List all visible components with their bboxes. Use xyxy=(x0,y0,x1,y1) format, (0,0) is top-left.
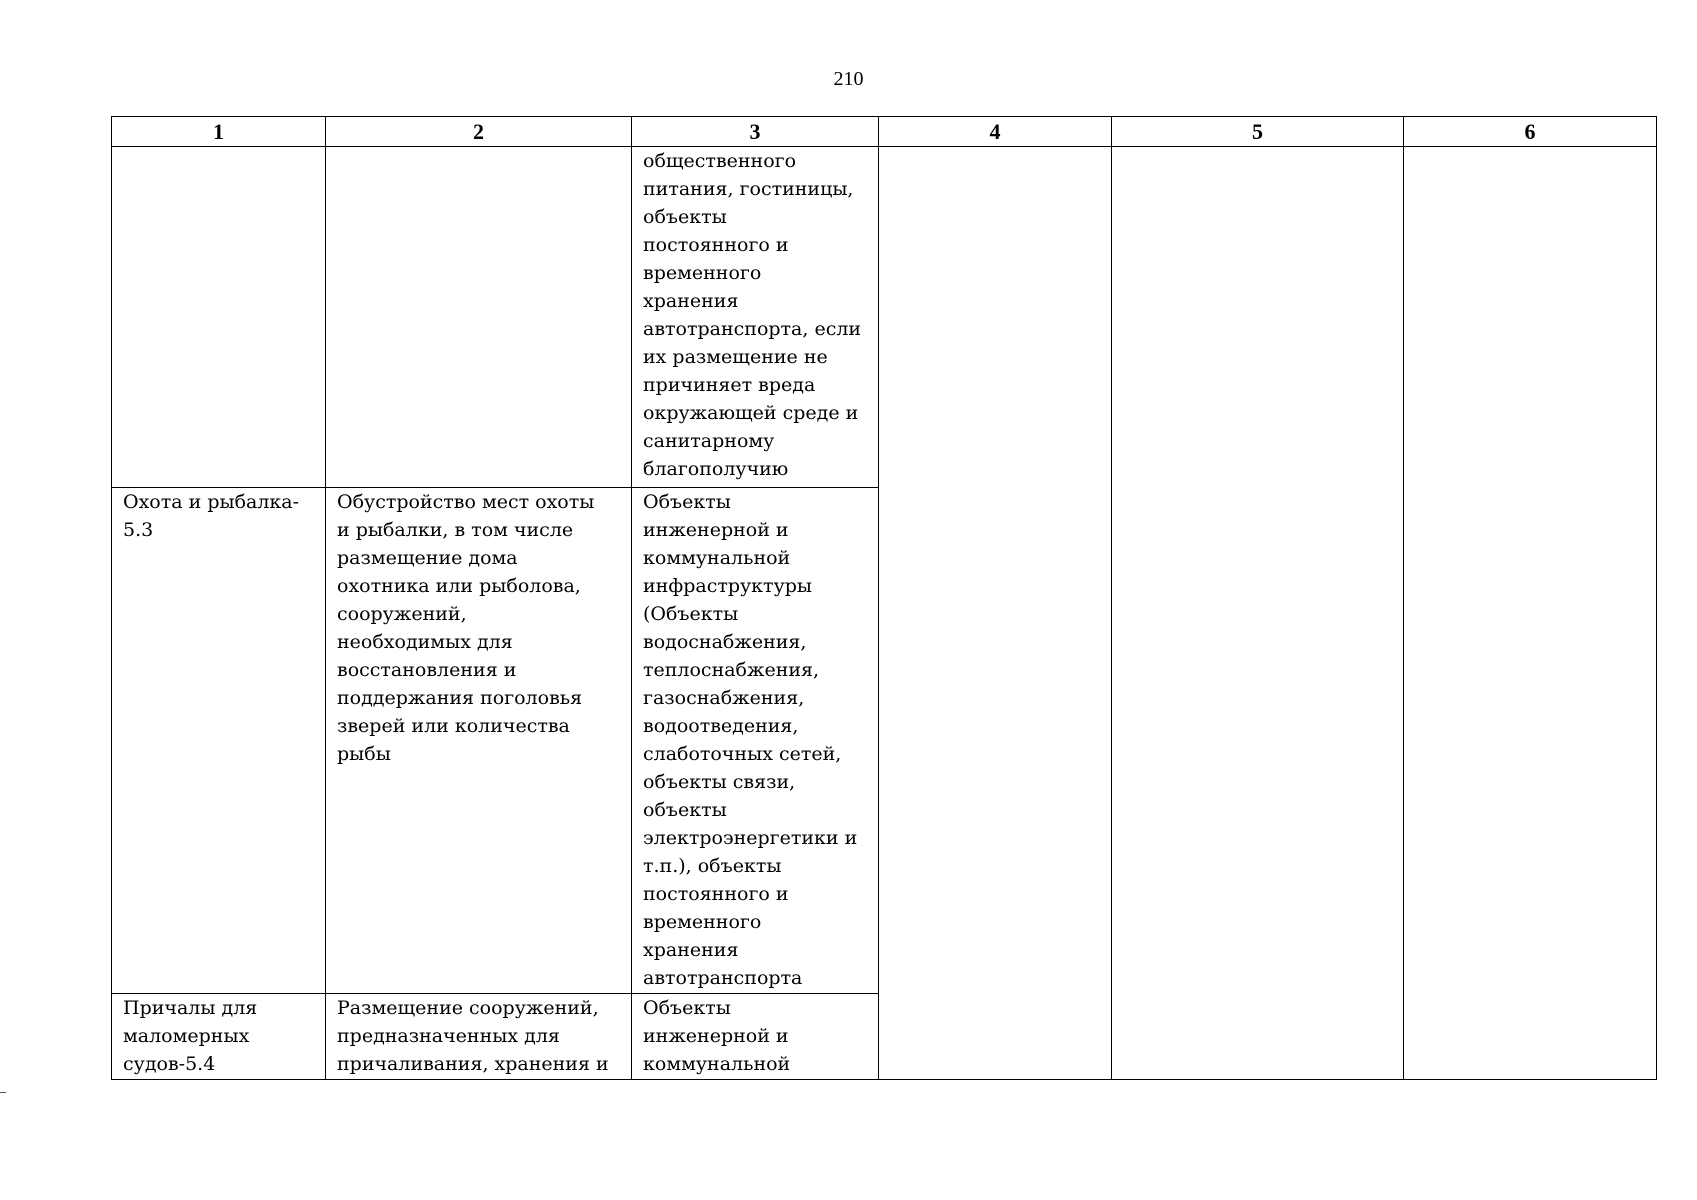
scan-edge-mark xyxy=(0,1092,6,1093)
cell-column-5 xyxy=(1112,147,1404,1080)
cell-use-type: Охота и рыбалка- 5.3 xyxy=(112,488,326,994)
cell-description: Размещение сооружений, предназначенных для причаливания, хранения и xyxy=(326,994,632,1080)
column-header-5: 5 xyxy=(1112,117,1404,147)
cell-column-4 xyxy=(879,147,1112,1080)
column-header-1: 1 xyxy=(112,117,326,147)
column-header-6: 6 xyxy=(1404,117,1657,147)
cell-description xyxy=(326,147,632,488)
cell-permitted-objects: общественного питания, гостиницы, объекты постоянного и временного хранения автотранспорта, если их размещение не причиняет вреда окружающей среде и санитарному благополучию xyxy=(632,147,879,488)
table-header-row xyxy=(112,117,1657,147)
column-header-4: 4 xyxy=(879,117,1112,147)
column-header-2: 2 xyxy=(326,117,632,147)
cell-permitted-objects: Объекты инженерной и коммунальной xyxy=(632,994,879,1080)
land-use-table xyxy=(111,116,1657,1080)
cell-permitted-objects: Объекты инженерной и коммунальной инфраструктуры (Объекты водоснабжения, теплоснабжения, газоснабжения, водоотведения, слаботочных сетей, объекты связи, объекты электроэнергетики и т.п.), объекты постоянного и временного хранения автотранспорта xyxy=(632,488,879,994)
column-header-3: 3 xyxy=(632,117,879,147)
cell-column-6 xyxy=(1404,147,1657,1080)
cell-use-type: Причалы для маломерных судов-5.4 xyxy=(112,994,326,1080)
cell-description: Обустройство мест охоты и рыбалки, в том числе размещение дома охотника или рыболова, сооружений, необходимых для восстановления и поддержания поголовья зверей или количества рыбы xyxy=(326,488,632,994)
cell-use-type xyxy=(112,147,326,488)
table-row xyxy=(112,147,1657,488)
page-number: 210 xyxy=(833,68,864,90)
